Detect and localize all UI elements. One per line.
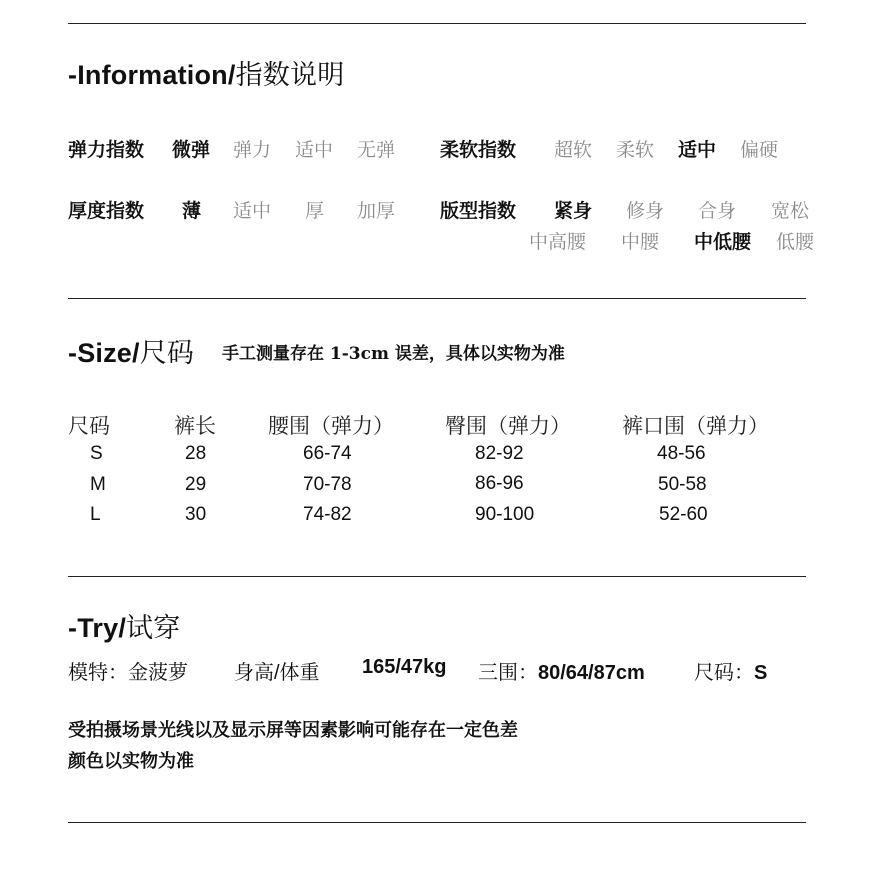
size-table-header: 臀围（弹力）: [445, 414, 571, 438]
hip-cell: 86-96: [475, 473, 524, 494]
elasticity-index-label: 弹力指数: [68, 140, 145, 161]
waist-option: 中高腰: [529, 232, 587, 253]
size-cell: M: [90, 474, 106, 495]
waist-cell: 74-82: [303, 504, 352, 525]
measurements-label: 三围：: [478, 662, 538, 684]
try-title-cn: 试穿: [126, 613, 181, 643]
leg-opening-cell: 52-60: [659, 504, 708, 525]
fit-option: 合身: [698, 201, 737, 222]
size-title-cn: 尺码: [139, 338, 195, 368]
hip-cell: 82-92: [475, 443, 524, 464]
size-table-header: 裤口围（弹力）: [622, 414, 769, 438]
height-weight-label: 身高/体重: [234, 662, 320, 684]
softness-option: 超软: [554, 140, 593, 161]
elasticity-option: 适中: [295, 140, 334, 161]
size-table-header: 裤长: [174, 414, 216, 438]
waist-cell: 66-74: [303, 443, 352, 464]
softness-index-label: 柔软指数: [440, 140, 517, 161]
try-heading: [68, 606, 180, 645]
size-table-header: 尺码: [68, 414, 110, 438]
color-disclaimer-line1: 受拍摄场景光线以及显示屏等因素影响可能存在一定色差: [68, 720, 518, 740]
length-cell: 29: [185, 474, 207, 495]
waist-option-selected: 中低腰: [694, 232, 752, 253]
height-weight: [234, 656, 320, 685]
divider-bottom: [68, 822, 806, 823]
fit-option-selected: 紧身: [554, 201, 593, 222]
waist-cell: 70-78: [303, 474, 352, 495]
measurements: [478, 656, 645, 685]
elasticity-option-selected: 微弹: [172, 140, 211, 161]
waist-option: 中腰: [621, 232, 660, 253]
leg-opening-cell: 50-58: [658, 474, 707, 495]
softness-option: 柔软: [616, 140, 655, 161]
thickness-option: 适中: [233, 201, 272, 222]
thickness-option-selected: 薄: [182, 201, 202, 222]
measurements-value: 80/64/87cm: [538, 662, 645, 684]
length-cell: 30: [185, 504, 207, 525]
try-size-value: S: [754, 662, 768, 684]
divider-info-size: [68, 298, 806, 299]
measurement-note: 手工测量存在 1-3cm 误差，具体以实物为准: [222, 344, 565, 364]
color-disclaimer-line2: 颜色以实物为准: [68, 751, 194, 771]
model-name: 金菠萝: [128, 662, 188, 684]
try-size-label: 尺码：: [694, 662, 754, 684]
leg-opening-cell: 48-56: [657, 443, 706, 464]
model-label: 模特：: [68, 662, 128, 684]
try-size: [694, 656, 767, 685]
thickness-option: 加厚: [357, 201, 396, 222]
softness-option: 偏硬: [740, 140, 779, 161]
size-heading: [68, 331, 194, 370]
elasticity-option: 弹力: [233, 140, 272, 161]
hip-cell: 90-100: [475, 504, 535, 525]
information-heading: [68, 53, 344, 92]
thickness-index-label: 厚度指数: [68, 201, 145, 222]
fit-option: 修身: [626, 201, 665, 222]
waist-option: 低腰: [776, 232, 815, 253]
softness-option-selected: 适中: [678, 140, 717, 161]
elasticity-option: 无弹: [357, 140, 396, 161]
length-cell: 28: [185, 443, 207, 464]
fit-index-label: 版型指数: [440, 201, 517, 222]
information-title-cn: 指数说明: [235, 60, 345, 90]
size-cell: S: [90, 443, 103, 464]
size-cell: L: [90, 504, 101, 525]
thickness-option: 厚: [305, 201, 325, 222]
size-table-header: 腰围（弹力）: [268, 414, 394, 438]
try-details: [68, 656, 188, 685]
information-title-en: -Information/: [68, 60, 236, 90]
divider-size-try: [68, 576, 806, 577]
height-weight-value: 165/47kg: [362, 656, 447, 678]
fit-option: 宽松: [771, 201, 810, 222]
try-title-en: -Try/: [68, 613, 127, 643]
divider-top: [68, 23, 806, 24]
size-title-en: -Size/: [68, 338, 140, 368]
